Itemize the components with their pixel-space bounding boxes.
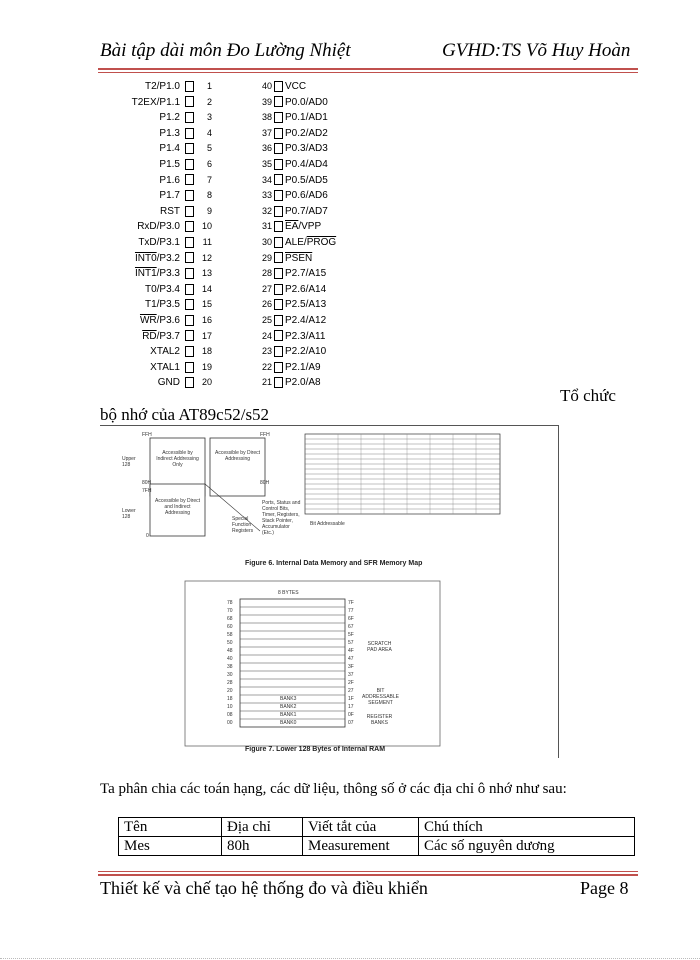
pin-29 bbox=[256, 250, 312, 266]
th-ten: Tên bbox=[119, 818, 222, 837]
page-number: Page 8 bbox=[580, 878, 629, 898]
pin-label: P0.5/AD5 bbox=[285, 174, 328, 186]
pin-number: 20 bbox=[201, 377, 212, 388]
pin-label: $\overline{EA}$/VPP bbox=[285, 221, 322, 233]
footer-rule bbox=[98, 874, 638, 876]
pin-label: P0.3/AD3 bbox=[285, 143, 328, 155]
pin-4 bbox=[100, 125, 212, 141]
ram-left-addr: 00 bbox=[227, 720, 233, 726]
pin-number: 13 bbox=[201, 268, 212, 279]
pin-28 bbox=[256, 265, 326, 281]
pin-number: 3 bbox=[206, 112, 212, 123]
pin-number: 21 bbox=[261, 377, 272, 388]
page-edge bbox=[0, 958, 700, 959]
pin-5 bbox=[100, 140, 212, 156]
addr-ff: FFH bbox=[142, 432, 152, 438]
pin-number: 2 bbox=[206, 96, 212, 107]
pin-label: P1.4 bbox=[159, 143, 180, 155]
pin-label: P0.4/AD4 bbox=[285, 159, 328, 170]
figure6-caption: Figure 6. Internal Data Memory and SFR Memory Map bbox=[245, 560, 423, 567]
pin-number: 24 bbox=[261, 330, 272, 341]
pin-label: XTAL1 bbox=[150, 361, 180, 373]
cell-dia-chi: 80h bbox=[222, 837, 303, 856]
bit-segment-label: BIT ADDRESSABLE SEGMENT bbox=[362, 688, 399, 706]
th-viet-tat: Viết tắt của bbox=[303, 818, 419, 837]
pin-label: T2/P1.0 bbox=[144, 81, 180, 92]
lower-text: Accessible by Direct and Indirect Addressing bbox=[155, 498, 201, 516]
pin-label: P2.5/A13 bbox=[285, 299, 327, 311]
ram-right-addr: 7F bbox=[348, 600, 354, 606]
pin-18 bbox=[100, 343, 212, 359]
pin-33 bbox=[256, 187, 328, 203]
pin-8 bbox=[100, 187, 212, 203]
pin-10 bbox=[100, 218, 212, 234]
pin-number: 11 bbox=[202, 237, 212, 247]
pin-11 bbox=[100, 234, 212, 250]
pin-number: 25 bbox=[261, 315, 272, 325]
pin-label: P0.7/AD7 bbox=[285, 205, 328, 217]
cell-ten: Mes bbox=[119, 837, 222, 856]
pin-number: 1 bbox=[206, 81, 212, 91]
pin-number: 26 bbox=[261, 299, 272, 310]
ram-left-addr: 48 bbox=[227, 648, 233, 654]
ram-right-addr: 77 bbox=[348, 608, 354, 614]
ram-left-addr: 08 bbox=[227, 712, 233, 718]
pin-label: P1.6 bbox=[159, 174, 180, 186]
intro-paragraph: Ta phân chia các toán hạng, các dữ liệu, thông số ở các địa chỉ ô nhớ như sau: bbox=[100, 781, 567, 797]
register-banks-label: REGISTER BANKS bbox=[366, 714, 393, 726]
pin-number: 14 bbox=[201, 283, 212, 294]
ram-left-addr: 50 bbox=[227, 640, 233, 646]
pin-35 bbox=[256, 156, 328, 172]
ram-right-addr: 57 bbox=[348, 640, 354, 646]
pin-number: 31 bbox=[261, 221, 272, 232]
pin-30 bbox=[256, 234, 336, 250]
pin-label: P1.5 bbox=[159, 159, 180, 170]
pin-number: 29 bbox=[261, 252, 272, 263]
ram-left-addr: 78 bbox=[227, 600, 233, 606]
ram-right-addr: 47 bbox=[348, 656, 354, 662]
ram-left-addr: 40 bbox=[227, 656, 233, 662]
header-rule bbox=[98, 68, 638, 70]
pin-label: PSEN bbox=[285, 252, 313, 264]
pin-number: 6 bbox=[206, 159, 212, 169]
pin-number: 40 bbox=[261, 81, 272, 91]
ram-bank-label: BANK1 bbox=[280, 712, 297, 718]
ram-right-addr: 07 bbox=[348, 720, 354, 726]
pin-31 bbox=[256, 218, 321, 234]
ram-right-addr: 6F bbox=[348, 616, 354, 622]
address-table bbox=[118, 817, 635, 856]
cell-chu-thich: Các số nguyên dương bbox=[419, 837, 635, 856]
pin-label: TxD/P3.1 bbox=[138, 237, 180, 248]
addr-80-right: 80H bbox=[260, 480, 270, 486]
pin-label: T2EX/P1.1 bbox=[131, 96, 180, 108]
pin-number: 12 bbox=[201, 252, 212, 263]
pin-label: P2.2/A10 bbox=[285, 346, 327, 358]
pin-label: P2.6/A14 bbox=[285, 283, 327, 295]
pin-number: 36 bbox=[261, 143, 272, 154]
ram-right-addr: 3F bbox=[348, 664, 354, 670]
pin-number: 17 bbox=[201, 330, 212, 341]
pin-label: T0/P3.4 bbox=[144, 283, 180, 295]
figure7-caption: Figure 7. Lower 128 Bytes of Internal RAM bbox=[245, 746, 386, 753]
th-dia-chi: Địa chỉ bbox=[222, 818, 303, 837]
pin-15 bbox=[100, 296, 212, 312]
pin-label: P2.4/A12 bbox=[285, 315, 327, 326]
upper-128-label: Upper 128 bbox=[122, 456, 136, 468]
pin-number: 18 bbox=[201, 346, 212, 357]
special-text: Special Function Registers bbox=[232, 516, 254, 534]
bit-note: Bit Addressable bbox=[310, 521, 345, 527]
pin-25 bbox=[256, 312, 326, 328]
pin-label: P1.2 bbox=[159, 112, 180, 124]
pin-label: INT0/P3.2 bbox=[134, 252, 180, 264]
addr-80: 80H bbox=[142, 480, 152, 486]
pin-number: 35 bbox=[261, 159, 272, 169]
pin-label: $\overline{WR}/P3.6$ bbox=[139, 315, 180, 326]
ram-left-addr: 20 bbox=[227, 688, 233, 694]
pin-9 bbox=[100, 203, 212, 219]
pin-36 bbox=[256, 140, 328, 156]
upper-direct-block bbox=[210, 438, 265, 496]
pin-32 bbox=[256, 203, 328, 219]
pin-23 bbox=[256, 343, 326, 359]
pin-label: P1.3 bbox=[159, 127, 180, 139]
pin-number: 9 bbox=[206, 205, 212, 216]
ram-left-addr: 18 bbox=[227, 696, 233, 702]
ram-bank-label: BANK0 bbox=[280, 720, 297, 726]
pin-20 bbox=[100, 374, 212, 390]
pin-13 bbox=[100, 265, 212, 281]
pin-1 bbox=[100, 78, 212, 94]
scratch-pad-label: SCRATCH PAD AREA bbox=[367, 641, 392, 653]
pin-label: T1/P3.5 bbox=[144, 299, 180, 311]
pin-40 bbox=[256, 78, 306, 94]
ram-right-addr: 2F bbox=[348, 680, 354, 686]
pin-number: 39 bbox=[261, 96, 272, 107]
pin-number: 34 bbox=[261, 174, 272, 185]
cell-viet-tat: Measurement bbox=[303, 837, 419, 856]
pin-label: $\overline{RD}/P3.7$ bbox=[142, 330, 180, 342]
pin-number: 8 bbox=[206, 190, 212, 201]
pin-12 bbox=[100, 250, 212, 266]
ram-left-addr: 60 bbox=[227, 624, 233, 630]
pin-38 bbox=[256, 109, 328, 125]
pin-number: 19 bbox=[201, 361, 212, 372]
pin-39 bbox=[256, 94, 328, 110]
pinout-diagram bbox=[100, 78, 400, 398]
direct-text: Accessible by Direct Addressing bbox=[215, 450, 261, 462]
table-row bbox=[119, 837, 635, 856]
memory-map-svg bbox=[100, 426, 558, 758]
pin-label: P0.6/AD6 bbox=[285, 190, 328, 202]
footer-left: Thiết kế và chế tạo hệ thống đo và điều khiển bbox=[100, 878, 428, 898]
pin-number: 30 bbox=[261, 237, 272, 247]
pin-34 bbox=[256, 172, 328, 188]
pin-number: 22 bbox=[261, 361, 272, 372]
pin-number: 32 bbox=[261, 205, 272, 216]
ram-bank-label: BANK3 bbox=[280, 696, 297, 702]
pin-number: 15 bbox=[201, 299, 212, 310]
pin-19 bbox=[100, 359, 212, 375]
pin-number: 27 bbox=[261, 283, 272, 294]
pin-label: VCC bbox=[285, 81, 307, 92]
pin-number: 33 bbox=[261, 190, 272, 201]
pin-24 bbox=[256, 328, 325, 344]
indirect-text: Accessible by Indirect Addressing Only bbox=[156, 450, 199, 468]
pin-label: P0.2/AD2 bbox=[285, 127, 328, 139]
ram-right-addr: 27 bbox=[348, 688, 354, 694]
pin-label: P2.7/A15 bbox=[285, 268, 327, 280]
ram-left-addr: 68 bbox=[227, 616, 233, 622]
pin-7 bbox=[100, 172, 212, 188]
pin-number: 4 bbox=[206, 127, 212, 138]
pin-number: 5 bbox=[206, 143, 212, 154]
ram-right-addr: 5F bbox=[348, 632, 354, 638]
pin-label: RST bbox=[160, 205, 180, 217]
ram-bank-label: BANK2 bbox=[280, 704, 297, 710]
ram-right-addr: 37 bbox=[348, 672, 354, 678]
pin-label: INT1/P3.3 bbox=[134, 268, 180, 280]
ram-right-addr: 4F bbox=[348, 648, 354, 654]
addr-ff-right: FFH bbox=[260, 432, 270, 438]
pin-6 bbox=[100, 156, 212, 172]
pin-16 bbox=[100, 312, 212, 328]
ram-left-addr: 58 bbox=[227, 632, 233, 638]
pin-label: P2.0/A8 bbox=[285, 377, 321, 389]
section-title-part1: Tổ chức bbox=[560, 386, 616, 405]
pin-27 bbox=[256, 281, 326, 297]
addr-7f: 7FH bbox=[142, 488, 152, 494]
ram-left-addr: 30 bbox=[227, 672, 233, 678]
pin-number: 16 bbox=[201, 315, 212, 325]
ram-left-addr: 38 bbox=[227, 664, 233, 670]
pin-label: P0.0/AD0 bbox=[285, 96, 328, 108]
pin-14 bbox=[100, 281, 212, 297]
th-chu-thich: Chú thích bbox=[419, 818, 635, 837]
header-left: Bài tập dài môn Đo Lường Nhiệt bbox=[100, 40, 351, 61]
pin-label: ALE/PROG bbox=[285, 237, 337, 248]
pin-label: XTAL2 bbox=[150, 346, 180, 358]
pin-number: 28 bbox=[261, 268, 272, 279]
pin-label: P2.1/A9 bbox=[285, 361, 321, 373]
pin-number: 10 bbox=[201, 221, 212, 232]
pin-number: 37 bbox=[261, 127, 272, 138]
memory-figure bbox=[100, 425, 559, 758]
pin-label: P2.3/A11 bbox=[285, 330, 326, 342]
pin-3 bbox=[100, 109, 212, 125]
ram-right-addr: 67 bbox=[348, 624, 354, 630]
footer-rule-thin bbox=[98, 871, 638, 872]
ram-left-addr: 70 bbox=[227, 608, 233, 614]
pin-label: RxD/P3.0 bbox=[137, 221, 180, 233]
ram-right-addr: 0F bbox=[348, 712, 354, 718]
ram-right-addr: 1F bbox=[348, 696, 354, 702]
header-rule-thin bbox=[98, 72, 638, 73]
pin-17 bbox=[100, 328, 212, 344]
pin-label: P0.1/AD1 bbox=[285, 112, 328, 124]
ram-right-addr: 17 bbox=[348, 704, 354, 710]
pin-number: 23 bbox=[261, 346, 272, 357]
eight-bytes-label: 8 BYTES bbox=[278, 590, 299, 596]
pin-number: 7 bbox=[206, 174, 212, 185]
pin-number: 38 bbox=[261, 112, 272, 123]
pin-label: P1.7 bbox=[159, 190, 180, 202]
header-right: GVHD:TS Võ Huy Hoàn bbox=[442, 40, 631, 61]
table-header-row bbox=[119, 818, 635, 837]
sfr-note: Ports, Status and Control Bits, Timer, Registers, Stack Pointer, Accumulator (Etc.) bbox=[262, 500, 301, 536]
pin-21 bbox=[256, 374, 321, 390]
pin-label: GND bbox=[157, 377, 180, 389]
pin-37 bbox=[256, 125, 328, 141]
pin-2 bbox=[100, 94, 212, 110]
lower-128-label: Lower 128 bbox=[122, 508, 136, 520]
pin-26 bbox=[256, 296, 326, 312]
addr-0: 0 bbox=[146, 533, 149, 539]
pin-22 bbox=[256, 359, 321, 375]
ram-left-addr: 28 bbox=[227, 680, 233, 686]
section-title-part2: bộ nhớ của AT89c52/s52 bbox=[100, 405, 270, 424]
ram-left-addr: 10 bbox=[227, 704, 233, 710]
